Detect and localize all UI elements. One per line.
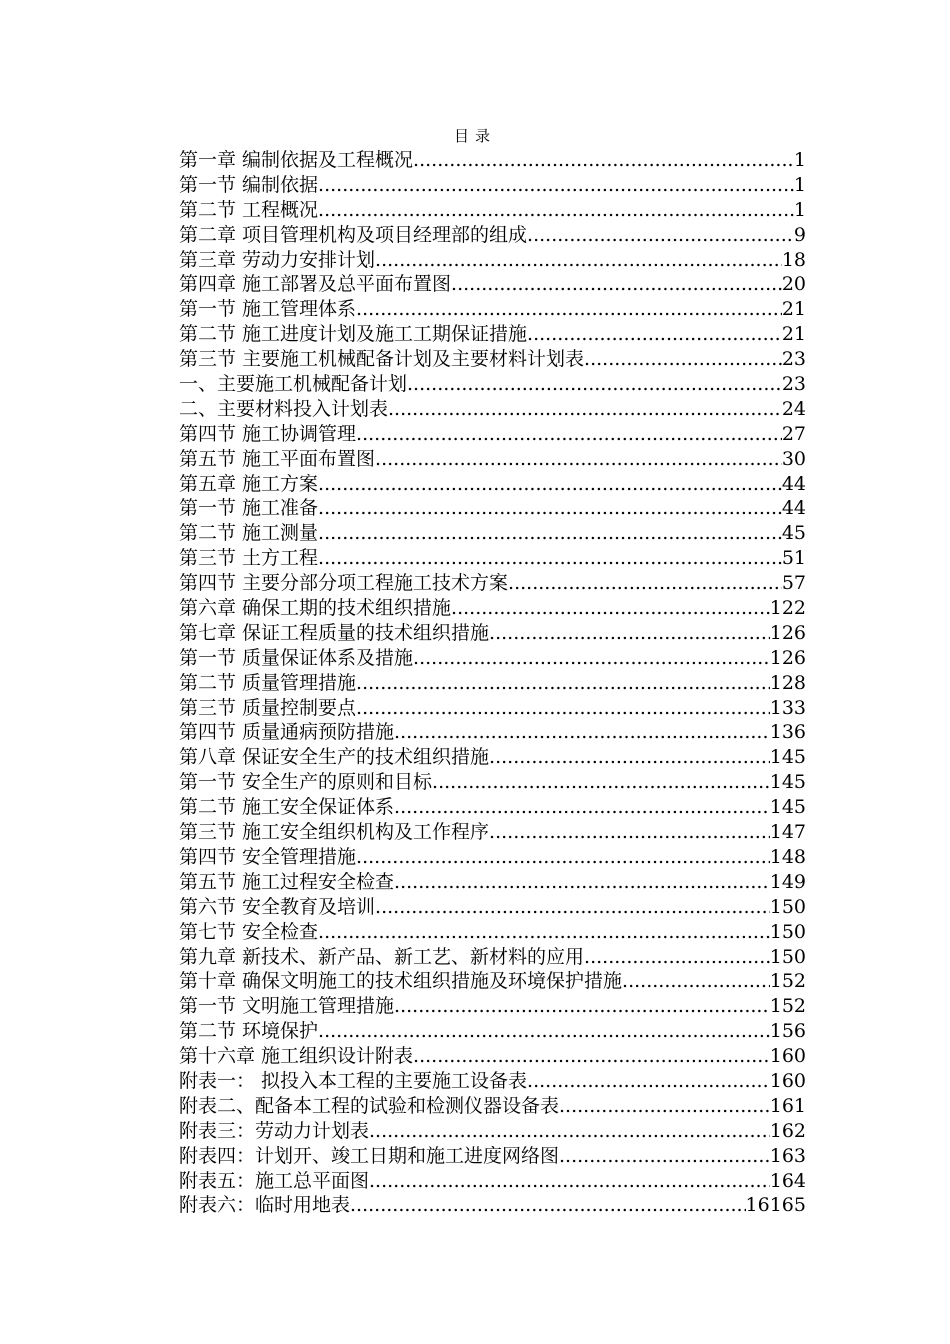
toc-entry-label: 第六章 确保工期的技术组织措施 [179,597,452,620]
toc-entry[interactable] [179,173,806,198]
toc-dot-leader [622,969,770,994]
toc-entry[interactable] [179,671,806,696]
toc-entry[interactable] [179,1019,806,1044]
toc-entry[interactable] [179,820,806,845]
toc-entry-label: 第四节 安全管理措施 [179,845,357,868]
toc-dot-leader [489,621,770,646]
toc-dot-leader [369,1119,770,1144]
toc-entry-page-number: 1 [793,173,806,196]
toc-entry-label: 第三节 主要施工机械配备计划及主要材料计划表 [179,348,585,371]
toc-entry-page-number: 24 [781,397,806,420]
toc-entry-label: 第一节 施工准备 [179,497,319,520]
toc-dot-leader [394,994,770,1019]
toc-entry[interactable] [179,571,806,596]
toc-dot-leader [388,397,782,422]
toc-entry-label: 第一节 施工管理体系 [179,298,357,321]
toc-entry-label: 第十章 确保文明施工的技术组织措施及环境保护措施 [179,970,623,993]
toc-entry[interactable] [179,198,806,223]
toc-dot-leader [356,297,782,322]
toc-entry-page-number: 152 [769,970,806,993]
toc-entry-page-number: 18 [781,248,806,271]
toc-entry-page-number: 1 [793,198,806,221]
toc-entry-label: 第七章 保证工程质量的技术组织措施 [179,621,490,644]
toc-entry[interactable] [179,1169,806,1194]
toc-entry-label: 第三节 施工安全组织机构及工作程序 [179,821,490,844]
toc-entry-label: 第一节 质量保证体系及措施 [179,646,414,669]
toc-entry[interactable] [179,845,806,870]
toc-dot-leader [356,422,782,447]
toc-entry[interactable] [179,472,806,497]
toc-entry[interactable] [179,297,806,322]
toc-entry-page-number: 160 [769,1069,806,1092]
toc-entry-label: 第二节 工程概况 [179,198,319,221]
toc-entry-label: 第二节 施工进度计划及施工工期保证措施 [179,323,528,346]
toc-entry[interactable] [179,1044,806,1069]
toc-dot-leader [451,596,770,621]
toc-entry-label: 第四节 施工协调管理 [179,422,357,445]
toc-entry[interactable] [179,322,806,347]
toc-dot-leader [413,1044,770,1069]
toc-entry-page-number: 27 [781,422,806,445]
toc-dot-leader [350,1193,746,1218]
toc-dot-leader [489,745,770,770]
toc-entry-label: 第二节 施工安全保证体系 [179,796,395,819]
toc-entry-page-number: 162 [769,1119,806,1142]
toc-entry[interactable] [179,148,806,173]
toc-entry-page-number: 136 [769,721,806,744]
toc-entry-page-number: 44 [781,472,806,495]
toc-entry-label: 第九章 新技术、新产品、新工艺、新材料的应用 [179,945,585,968]
toc-entry-page-number: 147 [769,821,806,844]
toc-dot-leader [413,646,770,671]
toc-entry-label: 第十六章 施工组织设计附表 [179,1045,414,1068]
toc-entry-label: 第四节 质量通病预防措施 [179,721,395,744]
toc-entry-label: 第五章 施工方案 [179,472,319,495]
toc-entry-label: 第三节 质量控制要点 [179,696,357,719]
toc-dot-leader [369,1169,770,1194]
toc-dot-leader [584,347,782,372]
toc-entry-page-number: 23 [781,373,806,396]
toc-entry[interactable] [179,1119,806,1144]
toc-entry[interactable] [179,646,806,671]
toc-dot-leader [318,198,794,223]
toc-entry-page-number: 20 [781,273,806,296]
toc-entry[interactable] [179,720,806,745]
toc-dot-leader [508,571,782,596]
toc-entry-page-number: 150 [769,920,806,943]
toc-entry-page-number: 161 [769,1094,806,1117]
toc-dot-leader [394,720,770,745]
toc-entry[interactable] [179,596,806,621]
toc-entry[interactable] [179,546,806,571]
toc-entry[interactable] [179,347,806,372]
toc-dot-leader [318,1019,770,1044]
toc-entry-label: 第七节 安全检查 [179,920,319,943]
toc-entry-label: 附表六：临时用地表 [179,1194,351,1217]
toc-dot-leader [318,546,782,571]
toc-dot-leader [413,148,794,173]
toc-entry-page-number: 163 [769,1144,806,1167]
toc-entry-label: 第二节 质量管理措施 [179,671,357,694]
toc-entry-page-number: 150 [769,945,806,968]
toc-entry-label: 附表二、配备本工程的试验和检测仪器设备表 [179,1094,560,1117]
toc-dot-leader [375,895,770,920]
toc-entry-page-number: 152 [769,995,806,1018]
toc-entry-page-number: 145 [769,771,806,794]
toc-entry-label: 附表一： 拟投入本工程的主要施工设备表 [179,1069,528,1092]
toc-entry[interactable] [179,945,806,970]
toc-entry-label: 第一节 文明施工管理措施 [179,995,395,1018]
toc-entry-label: 第三节 土方工程 [179,547,319,570]
toc-entry-label: 第一节 编制依据 [179,173,319,196]
toc-entry-label: 二、主要材料投入计划表 [179,397,389,420]
toc-dot-leader [559,1094,770,1119]
toc-dot-leader [318,920,770,945]
toc-entry-page-number: 150 [769,895,806,918]
toc-dot-leader [489,820,770,845]
toc-entry[interactable] [179,422,806,447]
toc-entry[interactable] [179,870,806,895]
toc-entry-page-number: 23 [781,348,806,371]
toc-dot-leader [527,223,794,248]
toc-entry-label: 第六节 安全教育及培训 [179,895,376,918]
toc-entry-page-number: 1 [793,149,806,171]
toc-entry[interactable] [179,745,806,770]
toc-entry-page-number: 16165 [745,1194,806,1217]
toc-entry-page-number: 21 [781,298,806,321]
toc-entry-label: 第二节 施工测量 [179,522,319,545]
toc-entry-page-number: 9 [793,223,806,246]
toc-entry-page-number: 30 [781,447,806,470]
toc-dot-leader [356,671,770,696]
toc-entry[interactable] [179,272,806,297]
table-of-contents [179,148,806,1218]
toc-entry-page-number: 148 [769,845,806,868]
toc-dot-leader [527,1069,770,1094]
toc-entry-label: 第一章 编制依据及工程概况 [179,149,414,171]
toc-dot-leader [451,272,782,297]
toc-entry[interactable] [179,1069,806,1094]
toc-entry[interactable] [179,397,806,422]
toc-dot-leader [394,870,770,895]
toc-entry-page-number: 57 [781,572,806,595]
toc-dot-leader [356,696,770,721]
toc-entry-page-number: 160 [769,1045,806,1068]
toc-entry[interactable] [179,920,806,945]
toc-dot-leader [407,372,782,397]
toc-entry[interactable] [179,1144,806,1169]
toc-dot-leader [356,845,770,870]
toc-dot-leader [375,447,782,472]
toc-entry-label: 第一节 安全生产的原则和目标 [179,771,433,794]
toc-entry[interactable] [179,1094,806,1119]
toc-dot-leader [559,1144,770,1169]
toc-entry-page-number: 156 [769,1020,806,1043]
toc-dot-leader [394,795,770,820]
toc-dot-leader [318,173,794,198]
toc-entry-page-number: 164 [769,1169,806,1192]
toc-entry-label: 第四章 施工部署及总平面布置图 [179,273,452,296]
toc-entry[interactable] [179,1193,806,1218]
toc-dot-leader [584,945,770,970]
toc-entry-page-number: 133 [769,696,806,719]
toc-entry[interactable] [179,770,806,795]
toc-entry-page-number: 51 [781,547,806,570]
toc-dot-leader [375,248,782,273]
toc-entry[interactable] [179,621,806,646]
toc-entry-page-number: 149 [769,870,806,893]
toc-entry-label: 第二章 项目管理机构及项目经理部的组成 [179,223,528,246]
toc-entry[interactable] [179,496,806,521]
toc-entry-label: 第五节 施工平面布置图 [179,447,376,470]
toc-dot-leader [432,770,770,795]
toc-entry-label: 第三章 劳动力安排计划 [179,248,376,271]
toc-dot-leader [318,521,782,546]
toc-entry[interactable] [179,248,806,273]
toc-entry-label: 附表五：施工总平面图 [179,1169,370,1192]
toc-entry-page-number: 145 [769,796,806,819]
toc-dot-leader [318,496,782,521]
toc-entry-page-number: 45 [781,522,806,545]
toc-dot-leader [527,322,782,347]
toc-entry-page-number: 21 [781,323,806,346]
toc-entry-page-number: 128 [769,671,806,694]
toc-entry[interactable] [179,372,806,397]
toc-entry-label: 第二节 环境保护 [179,1020,319,1043]
toc-entry[interactable] [179,969,806,994]
toc-dot-leader [318,472,782,497]
toc-entry[interactable] [179,795,806,820]
toc-entry-page-number: 126 [769,621,806,644]
toc-entry-page-number: 126 [769,646,806,669]
toc-entry-page-number: 145 [769,746,806,769]
toc-entry[interactable] [179,521,806,546]
toc-entry-label: 附表三：劳动力计划表 [179,1119,370,1142]
toc-entry[interactable] [179,447,806,472]
toc-entry[interactable] [179,696,806,721]
toc-entry-label: 第八章 保证安全生产的技术组织措施 [179,746,490,769]
toc-entry[interactable] [179,223,806,248]
toc-entry-label: 附表四：计划开、竣工日期和施工进度网络图 [179,1144,560,1167]
toc-entry-page-number: 44 [781,497,806,520]
toc-title: 目录 [453,127,496,145]
toc-entry-label: 一、主要施工机械配备计划 [179,373,408,396]
toc-entry-label: 第五节 施工过程安全检查 [179,870,395,893]
toc-entry-page-number: 122 [769,597,806,620]
toc-entry[interactable] [179,895,806,920]
toc-entry[interactable] [179,994,806,1019]
toc-entry-label: 第四节 主要分部分项工程施工技术方案 [179,572,509,595]
